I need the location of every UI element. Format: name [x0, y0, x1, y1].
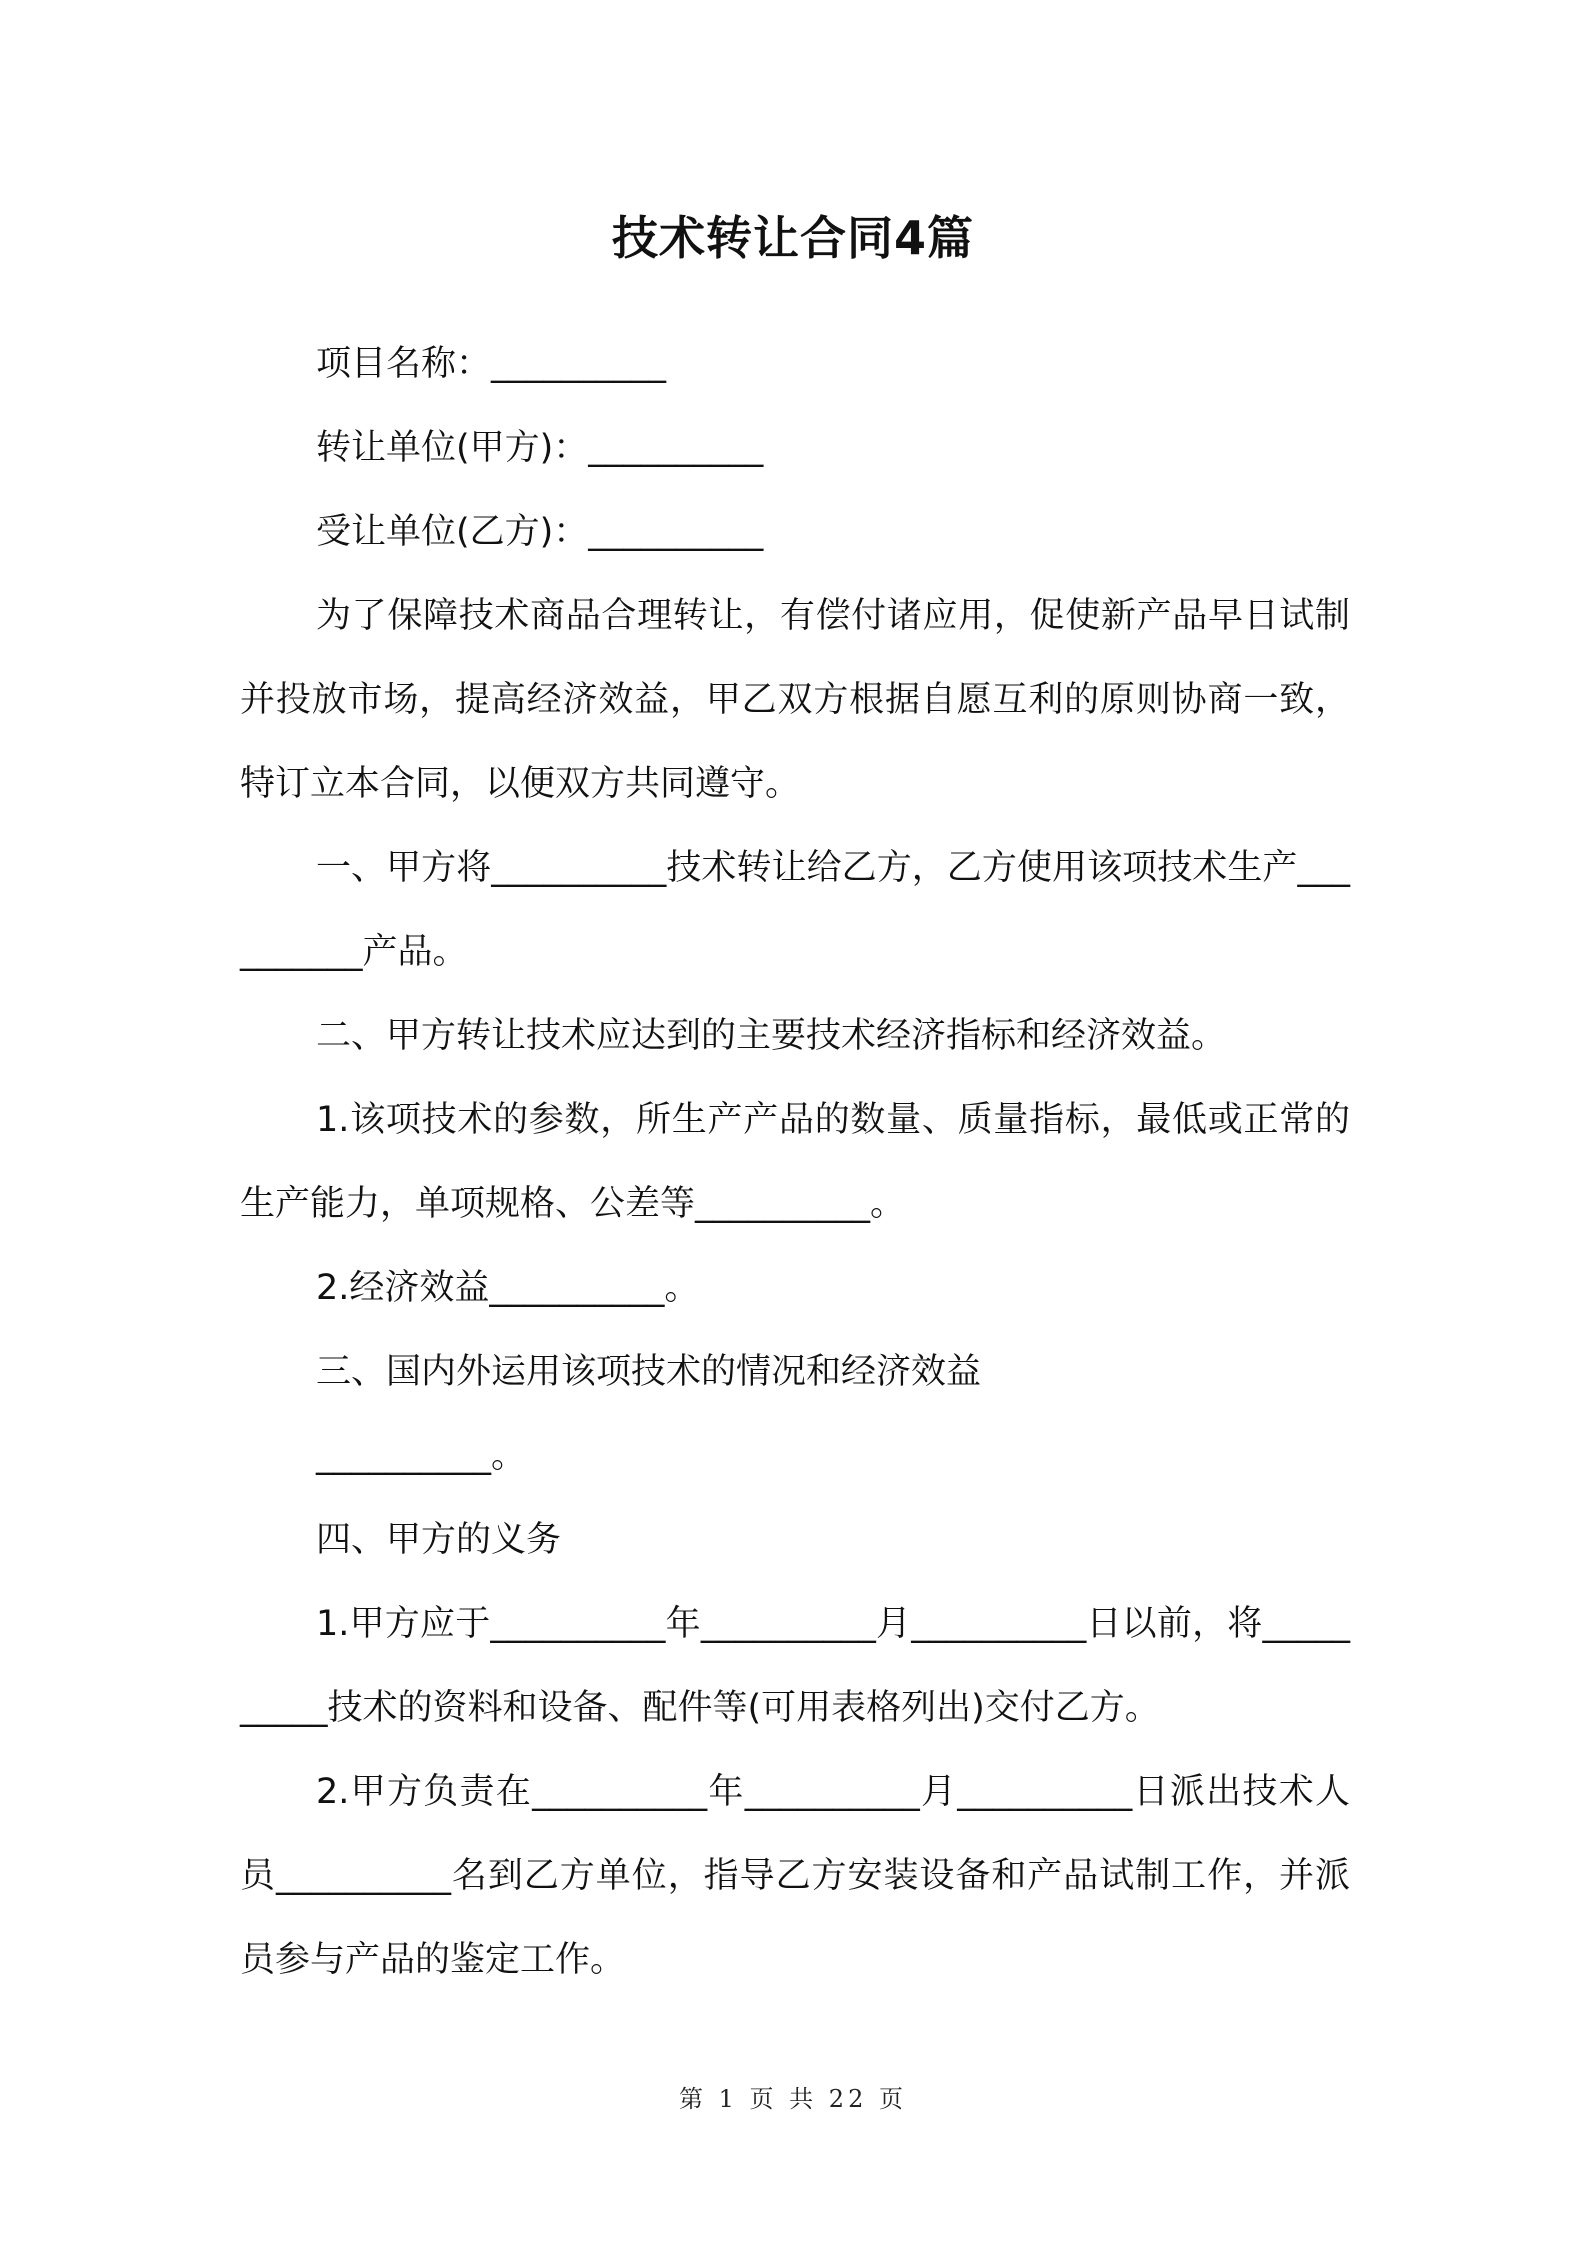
- transferee-line: 受让单位(乙方)：__________: [316, 512, 764, 552]
- clause-2-item-2: 2.经济效益__________。: [316, 1268, 700, 1308]
- clause-2-heading: 二、甲方转让技术应达到的主要技术经济指标和经济效益。: [316, 1016, 1227, 1056]
- project-name-line: 项目名称：__________: [316, 344, 667, 384]
- clause-1-paragraph: 一、甲方将__________技术转让给乙方，乙方使用该项技术生产__________产品。: [240, 848, 1350, 972]
- document-title: 技术转让合同4篇: [611, 211, 974, 265]
- transferor-line: 转让单位(甲方)：__________: [316, 428, 764, 468]
- clause-3-blank: __________。: [316, 1436, 527, 1476]
- clause-4-item-1: 1.甲方应于__________年__________月__________日以前，将__________技术的资料和设备、配件等(可用表格列出)交付乙方。: [240, 1604, 1350, 1728]
- clause-4-heading: 四、甲方的义务: [316, 1520, 562, 1560]
- page-footer: 第 1 页 共 22 页: [679, 2085, 907, 2113]
- clause-3-heading: 三、国内外运用该项技术的情况和经济效益: [316, 1352, 982, 1392]
- document-body: [240, 322, 1350, 2002]
- clause-2-item-1: 1.该项技术的参数，所生产产品的数量、质量指标，最低或正常的生产能力，单项规格、公差等__________。: [240, 1100, 1350, 1224]
- clause-4-item-2: 2.甲方负责在__________年__________月__________日派出技术人员__________名到乙方单位，指导乙方安装设备和产品试制工作，并派员参与产品的鉴定工作。: [240, 1772, 1350, 1980]
- preamble-paragraph: 为了保障技术商品合理转让，有偿付诸应用，促使新产品早日试制并投放市场，提高经济效益，甲乙双方根据自愿互利的原则协商一致，特订立本合同，以便双方共同遵守。: [240, 596, 1350, 804]
